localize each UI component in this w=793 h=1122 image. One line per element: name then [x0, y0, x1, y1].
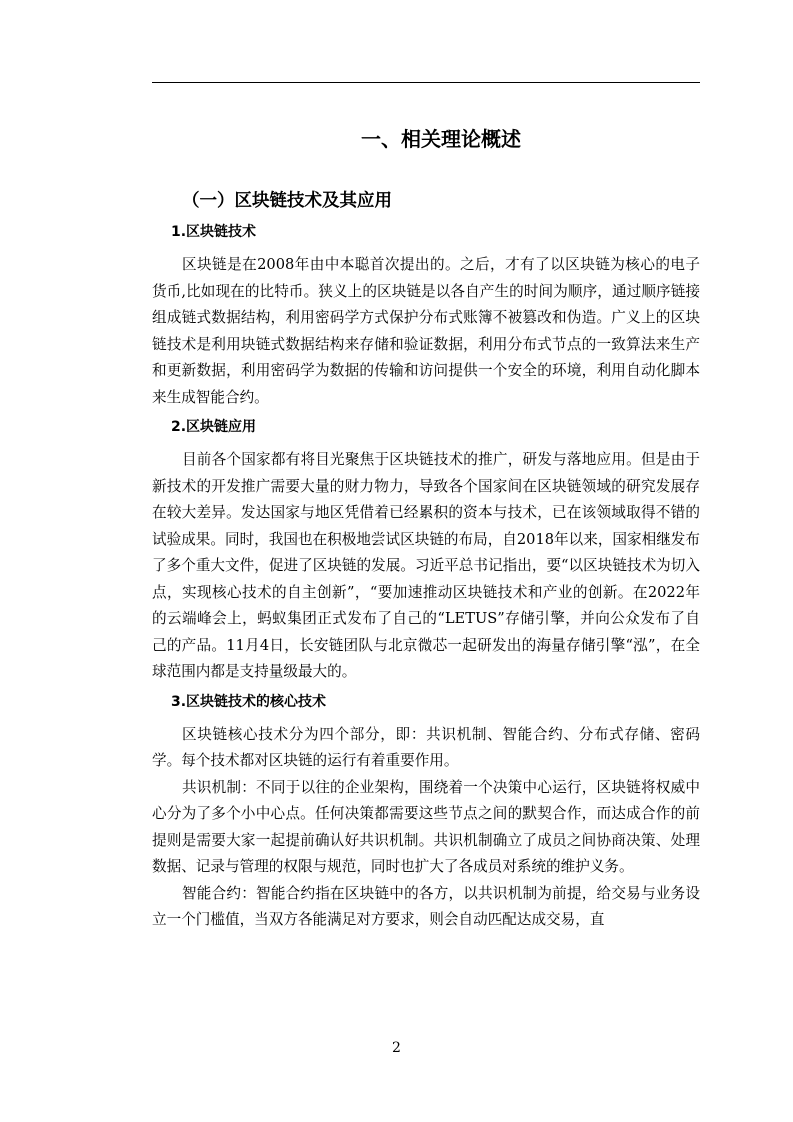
subsection-title-blockchain-tech: 1.区块链技术: [171, 224, 257, 240]
chapter-title: 一、相关理论概述: [361, 127, 521, 151]
page-content: [152, 124, 700, 934]
subsection-title-core-tech: 3.区块链技术的核心技术: [171, 693, 327, 710]
page-number: 2: [392, 1040, 401, 1056]
section-title: （一）区块链技术及其应用: [182, 191, 392, 211]
paragraph: 区块链核心技术分为四个部分，即：共识机制、智能合约、分布式存储、密码学。每个技术都对区块链的运行有着重要作用。: [152, 725, 700, 769]
paragraph: 共识机制：不同于以往的企业架构，围绕着一个决策中心运行，区块链将权威中心分为了多个小中心点。任何决策都需要这些节点之间的默契合作，而达成合作的前提则是需要大家一起提前确认好共识机制。共识机制确立了成员之间协商决策、处理数据、记录与管理的权限与规范，同时也扩大了各成员对系统的维护义务。: [152, 778, 700, 875]
subsection-title-blockchain-application: 2.区块链应用: [171, 419, 257, 435]
paragraph: 智能合约：智能合约指在区块链中的各方，以共识机制为前提，给交易与业务设立一个门槛值，当双方各能满足对方要求，则会自动匹配达成交易，直: [152, 884, 700, 928]
paragraph: 区块链是在2008年由中本聪首次提出的。之后，才有了以区块链为核心的电子货币,比如现在的比特币。狭义上的区块链是以各自产生的时间为顺序，通过顺序链接组成链式数据结构，利用密码学方式保护分布式账簿不被篡改和伪造。广义上的区块链技术是利用块链式数据结构来存储和验证数据，利用分布式节点的一致算法来生产和更新数据，利用密码学为数据的传输和访问提供一个安全的环境，利用自动化脚本来生成智能合约。: [152, 256, 700, 406]
header-rule: [152, 82, 700, 83]
paragraph: 目前各个国家都有将目光聚焦于区块链技术的推广，研发与落地应用。但是由于新技术的开发推广需要大量的财力物力，导致各个国家间在区块链领域的研究发展存在较大差异。发达国家与地区凭借着已经累积的资本与技术，已在该领域取得不错的试验成果。同时，我国也在积极地尝试区块链的布局，自2018年以来，国家相继发布了多个重大文件，促进了区块链的发展。习近平总书记指出，要“以区块链技术为切入点，实现核心技术的自主创新”，“要加速推动区块链技术和产业的创新。在2022年的云端峰会上，蚂蚁集团正式发布了自己的“LETUS”存储引擎，并向公众发布了自己的产品。11月4日，长安链团队与北京微芯一起研发出的海量存储引擎“泓”，在全球范围内都是支持量级最大的。: [152, 451, 700, 680]
